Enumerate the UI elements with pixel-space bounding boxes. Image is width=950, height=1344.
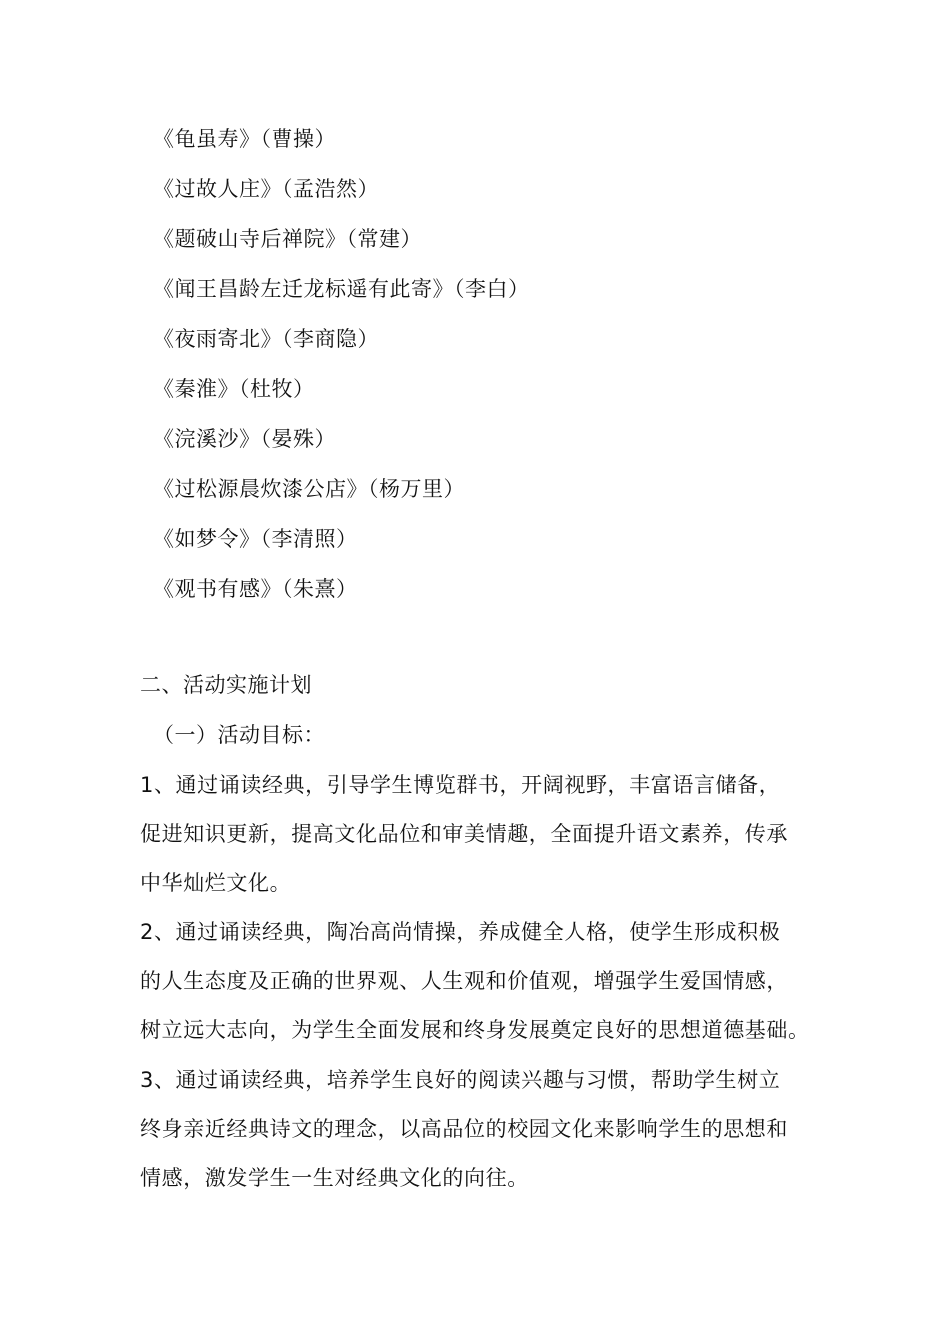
goal-line: 终身亲近经典诗文的理念，以高品位的校园文化来影响学生的思想和: [140, 1117, 788, 1141]
poem-list: [153, 122, 530, 622]
goal-line: 中华灿烂文化。: [140, 871, 292, 895]
goal-line: 促进知识更新，提高文化品位和审美情趣，全面提升语文素养，传承: [140, 822, 788, 846]
goal-line: 树立远大志向，为学生全面发展和终身发展奠定良好的思想道德基础。: [140, 1018, 810, 1042]
goal-paragraph-1: [140, 768, 840, 915]
goal-line: 2、通过诵读经典，陶冶高尚情操，养成健全人格，使学生形成积极: [140, 920, 781, 944]
sub-heading: （一）活动目标：: [153, 723, 325, 747]
poem-item: 《秦淮》（杜牧）: [153, 377, 315, 401]
poem-item: 《题破山寺后禅院》（常建）: [153, 227, 422, 251]
goal-line: 1、通过诵读经典，引导学生博览群书，开阔视野，丰富语言储备，: [140, 773, 781, 797]
poem-item: 《龟虽寿》（曹操）: [153, 127, 336, 151]
poem-item: 《浣溪沙》（晏殊）: [153, 427, 336, 451]
poem-item: 《过松源晨炊漆公店》（杨万里）: [153, 477, 465, 501]
section-heading: 二、活动实施计划: [140, 673, 312, 697]
goal-line: 3、通过诵读经典，培养学生良好的阅读兴趣与习惯，帮助学生树立: [140, 1068, 781, 1092]
poem-item: 《夜雨寄北》（李商隐）: [153, 327, 379, 351]
poem-item: 《观书有感》（朱熹）: [153, 577, 358, 601]
goal-paragraph-3: [140, 1063, 840, 1210]
goal-paragraph-2: [140, 915, 840, 1062]
poem-item: 《如梦令》（李清照）: [153, 527, 358, 551]
poem-item: 《过故人庄》（孟浩然）: [153, 177, 379, 201]
goal-line: 情感，激发学生一生对经典文化的向往。: [140, 1166, 529, 1190]
goal-line: 的人生态度及正确的世界观、人生观和价值观，增强学生爱国情感，: [140, 969, 788, 993]
poem-item: 《闻王昌龄左迁龙标遥有此寄》（李白）: [153, 277, 530, 301]
